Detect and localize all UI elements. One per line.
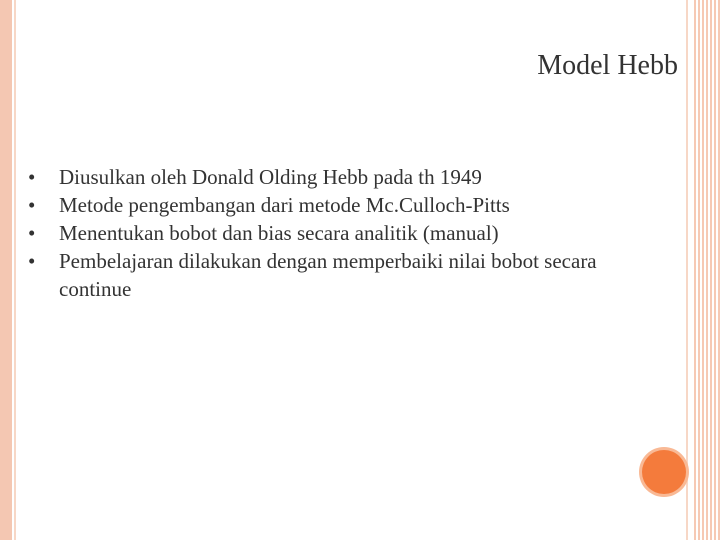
left-border-stripe [0,0,12,540]
bullet-icon: • [28,221,36,245]
right-border-stripes [694,0,720,540]
slide-title: Model Hebb [537,50,678,81]
bullet-icon: • [28,249,36,273]
bullet-text: Metode pengembangan dari metode Mc.Culloch-Pitts [59,193,510,217]
left-border-line [14,0,16,540]
orange-circle-decoration [642,450,686,494]
bullet-item [28,191,628,219]
bullet-icon: • [28,165,36,189]
bullet-text: Pembelajaran dilakukan dengan memperbaiki nilai bobot secara continue [59,249,597,301]
bullet-item [28,219,628,247]
bullet-text: Diusulkan oleh Donald Olding Hebb pada th 1949 [59,165,482,189]
bullet-text: Menentukan bobot dan bias secara analitik (manual) [59,221,499,245]
bullet-item [28,163,628,191]
right-border-line [686,0,688,540]
bullet-icon: • [28,193,36,217]
bullet-list [28,163,628,303]
bullet-item [28,247,628,303]
